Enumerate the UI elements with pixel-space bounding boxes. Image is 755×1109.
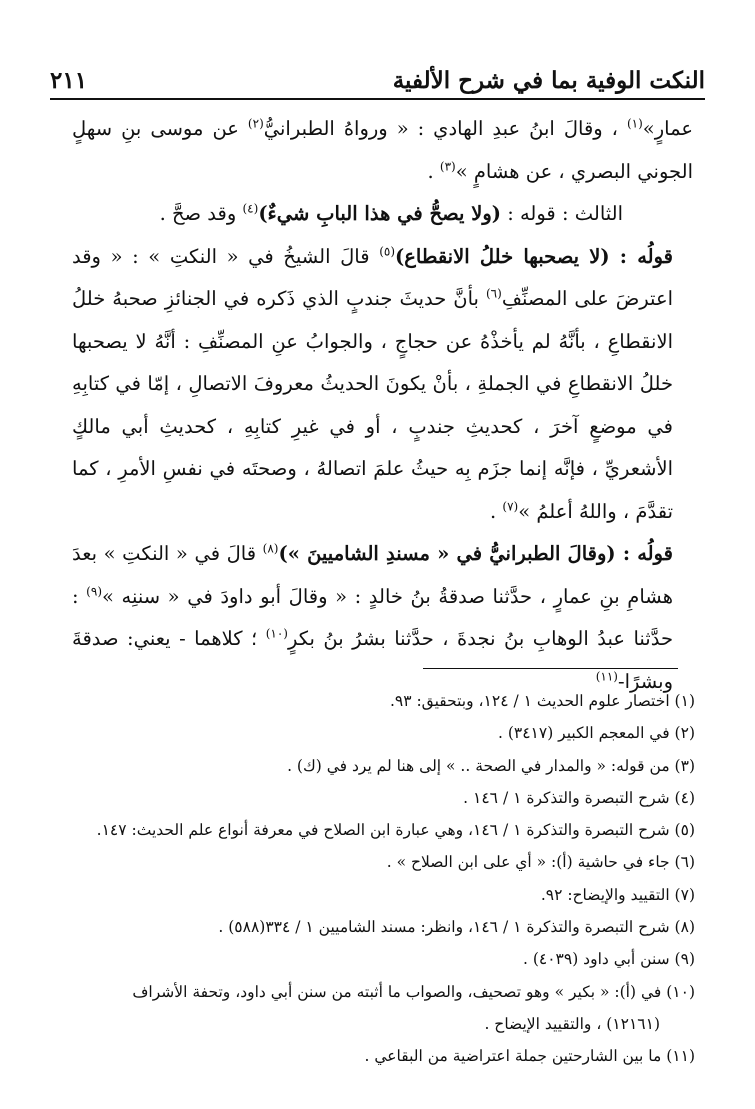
footnote-8: (٨) شرح التبصرة والتذكرة ١ / ١٤٦، وانظر: مسند الشاميين ١ / ٣٣٤(٥٨٨) .: [218, 918, 695, 937]
footnote-ref-10: (١٠): [265, 626, 288, 641]
footnote-ref-1: (١): [626, 116, 643, 131]
quoted-text: (وقالَ الطبرانيُّ في « مسندِ الشاميينَ »): [278, 542, 616, 565]
quoted-text: (ولا يصحُّ في هذا البابِ شيءٌ): [258, 202, 501, 225]
footnote-ref-2: (٢): [247, 116, 264, 131]
footnote-ref-6: (٦): [485, 286, 502, 301]
footnote-3: (٣) من قوله: « والمدار في الصحة .. » إلى هنا لم يرد في (ك) .: [287, 756, 695, 775]
footnote-ref-8: (٨): [262, 541, 279, 556]
footnote-ref-3: (٣): [439, 159, 456, 173]
footnote-4: (٤) شرح التبصرة والتذكرة ١ / ١٤٦ .: [463, 788, 695, 807]
footnote-ref-5: (٥): [379, 244, 396, 258]
footnote-ref-4: (٤): [242, 201, 259, 216]
quoted-text: (لا يصحبها خللُ الانقطاع): [395, 244, 610, 268]
footnote-7: (٧) التقييد والإيضاح: ٩٢.: [540, 885, 695, 904]
footnote-ref-7: (٧): [502, 499, 519, 513]
footnote-1: (١) اختصار علوم الحديث ١ / ١٢٤، وبتحقيق: ٩٣.: [389, 692, 695, 710]
main-text: [72, 108, 693, 703]
footnote-10-continued: (١٢١٦١) ، والتقييد الإيضاح .: [484, 1014, 660, 1033]
paragraph-3: قولُه : (لا يصحبها خللُ الانقطاع)$^{(٥)}$ قالَ الشيخُ في « النكتِ » : « وقد اعترضَ على المصنِّفِ$^{(٦)}$ بأنَّ حديثَ جندبٍ الذي ذَكره في الجنائزِ صحبهُ خللُ الانقطاعِ ، بأنَّهُ لم يأخذْهُ عن حجاجٍ ، والجوابُ عنِ المصنِّفِ : أنَّهُ لا يصحبها خللُ الانقطاعِ في الجملةِ ، بأنْ يكونَ الحديثُ معروفَ الاتصالِ ، إمّا في كتابِهِ في موضعٍ آخرَ ، كحديثِ جندبٍ ، أو في غيرِ كتابِهِ ، كحديثِ أبي مالكٍ الأشعريِّ ، فإنَّه إنما جزَم بِه حيثُ علمَ اتصالهُ ، وصحتَه في نفسِ الأمرِ ، كما تقدَّمَ ، واللهُ أعلمُ »$^{(٧)}$ .: [72, 244, 673, 523]
footnote-separator: [423, 668, 678, 669]
paragraph-1: عمارٍ»$^{(١)}$ ، وقالَ ابنُ عبدِ الهادي : « ورواهُ الطبرانيُّ$^{(٢)}$ عن موسى بنِ سهلٍ الجوني البصري ، عن هشامٍ »$^{(٣)}$ .: [72, 116, 694, 183]
footnote-6: (٦) جاء في حاشية (أ): « أي على ابن الصلاح » .: [386, 853, 695, 872]
paragraph-2: الثالث : قوله : (ولا يصحُّ في هذا البابِ شيءٌ)$^{(٤)}$ وقد صحَّ .: [159, 201, 623, 225]
footnote-ref-11: (١١): [595, 669, 618, 683]
footnote-9: (٩) سنن أبي داود (٤٠٣٩) .: [522, 950, 695, 969]
footnotes: [70, 685, 695, 1073]
page-header: [50, 50, 705, 100]
footnote-ref-9: (٩): [86, 584, 102, 598]
page-number: ٢١١: [50, 67, 88, 94]
footnote-5: (٥) شرح التبصرة والتذكرة ١ / ١٤٦، وهي عبارة ابن الصلاح في معرفة أنواع علم الحديث: ١٤٧.: [96, 821, 695, 840]
footnote-2: (٢) في المعجم الكبير (٣٤١٧) .: [497, 724, 695, 743]
footnote-10: (١٠) في (أ): « بكير » وهو تصحيف، والصواب ما أثبته من سنن أبي داود، وتحفة الأشراف: [132, 982, 695, 1001]
paragraph-4: قولُه : (وقالَ الطبرانيُّ في « مسندِ الشاميينَ »)$^{(٨)}$ قالَ في « النكتِ » بعدَ هشامِ بنِ عمارٍ ، حدَّثنا صدقةُ بنُ خالدٍ : « وقالَ أبو داودَ في « سننِه »$^{(٩)}$ : حدَّثنا عبدُ الوهابِ بنُ نجدةَ ، حدَّثنا بشرُ بنُ بكرٍ$^{(١٠)}$ ؛ كلاهما - يعني: صدقةَ وبشرًا-$^{(١١)}$: [72, 541, 673, 693]
book-title: النكت الوفية بما في شرح الألفية: [392, 67, 705, 94]
footnote-11: (١١) ما بين الشارحتين جملة اعتراضية من البقاعي .: [364, 1047, 695, 1066]
